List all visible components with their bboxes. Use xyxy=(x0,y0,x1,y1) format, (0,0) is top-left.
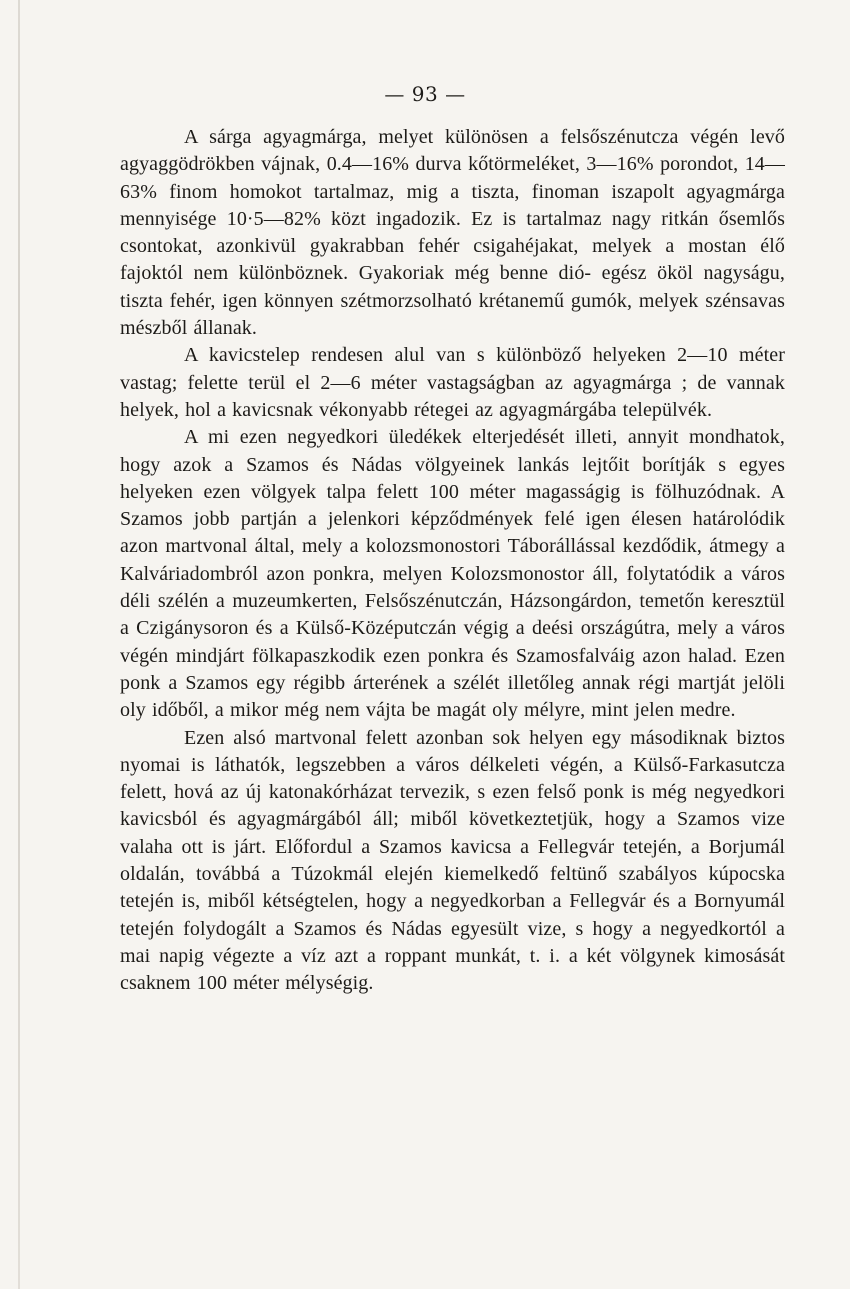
paragraph-4: Ezen alsó martvonal felett azonban sok helyen egy másodiknak biztos nyomai is láthatók, legszebben a város délkeleti végén, a Külső-Farkasutcza felett, hová az új katonakórházat tervezik, s ezen felső ponk is még negyedkori kavicsból és agyagmárgából áll; miből következtetjük, hogy a Szamos vize valaha ott is járt. Előfordul a Szamos kavicsa a Fellegvár tetején, a Borjumál oldalán, továbbá a Túzokmál elején kiemelkedő feltünő szabályos kúpocska tetején is, miből kétségtelen, hogy a negyedkorban a Fellegvár és a Bornyumál tetején folydogált a Szamos és Nádas egyesült vize, s hogy a negyedkortól a mai napig végezte a víz azt a roppant munkát, t. i. a két völgynek kimosását csaknem 100 méter mélységig. xyxy=(120,726,785,995)
body-text xyxy=(120,124,785,998)
page-edge-shadow xyxy=(18,0,20,1289)
paragraph-3: A mi ezen negyedkori üledékek elterjedését illeti, annyit mondhatok, hogy azok a Szamos és Nádas völgyeinek lankás lejtőit borítják s egyes helyeken ezen völgyek talpa felett 100 méter magasságig is fölhuzódnak. A Szamos jobb partján a jelenkori képződmények felé igen élesen határolódik azon martvonal által, mely a kolozsmonostori Táborállással kezdődik, átmegy a Kalváriadombról azon ponkra, melyen Kolozsmonostor áll, folytatódik a város déli szélén a muzeumkerten, Felsőszénutczán, Házsongárdon, temetőn keresztül a Czigánysoron és a Külső-Középutczán végig a deési országútra, mely a város végén mindjárt fölkapaszkodik ezen ponkra és Szamosfalváig azon halad. Ezen ponk a Szamos egy régibb árterének a szélét illetőleg annak régi martját jelöli oly időből, a mikor még nem vájta be magát oly mélyre, mint jelen medre. xyxy=(120,426,785,722)
paragraph-2: A kavicstelep rendesen alul van s különböző helyeken 2—10 méter vastag; felette terül el 2—6 méter vastagságban az agyagmárga ; de vannak helyek, hol a kavicsnak vékonyabb rétegei az agyagmárgába települvék. xyxy=(120,344,785,421)
paragraph-1: A sárga agyagmárga, melyet különösen a felsőszénutcza végén levő agyaggödrökben vájnak, 0.4—16% durva kőtörmeléket, 3—16% porondot, 14—63% finom homokot tartalmaz, mig a tiszta, finoman iszapolt agyagmárga mennyisége 10·5—82% közt ingadozik. Ez is tartalmaz nagy ritkán ősemlős csontokat, azonkivül gyakrabban fehér csigahéjakat, melyek a mostan élő fajoktól nem különböznek. Gyakoriak még benne dió- egész ököl nagyságu, tiszta fehér, igen könnyen szétmorzsolható krétanemű gumók, melyek szénsavas mészből állanak. xyxy=(120,126,785,340)
page-number: — 93 — xyxy=(384,82,466,106)
